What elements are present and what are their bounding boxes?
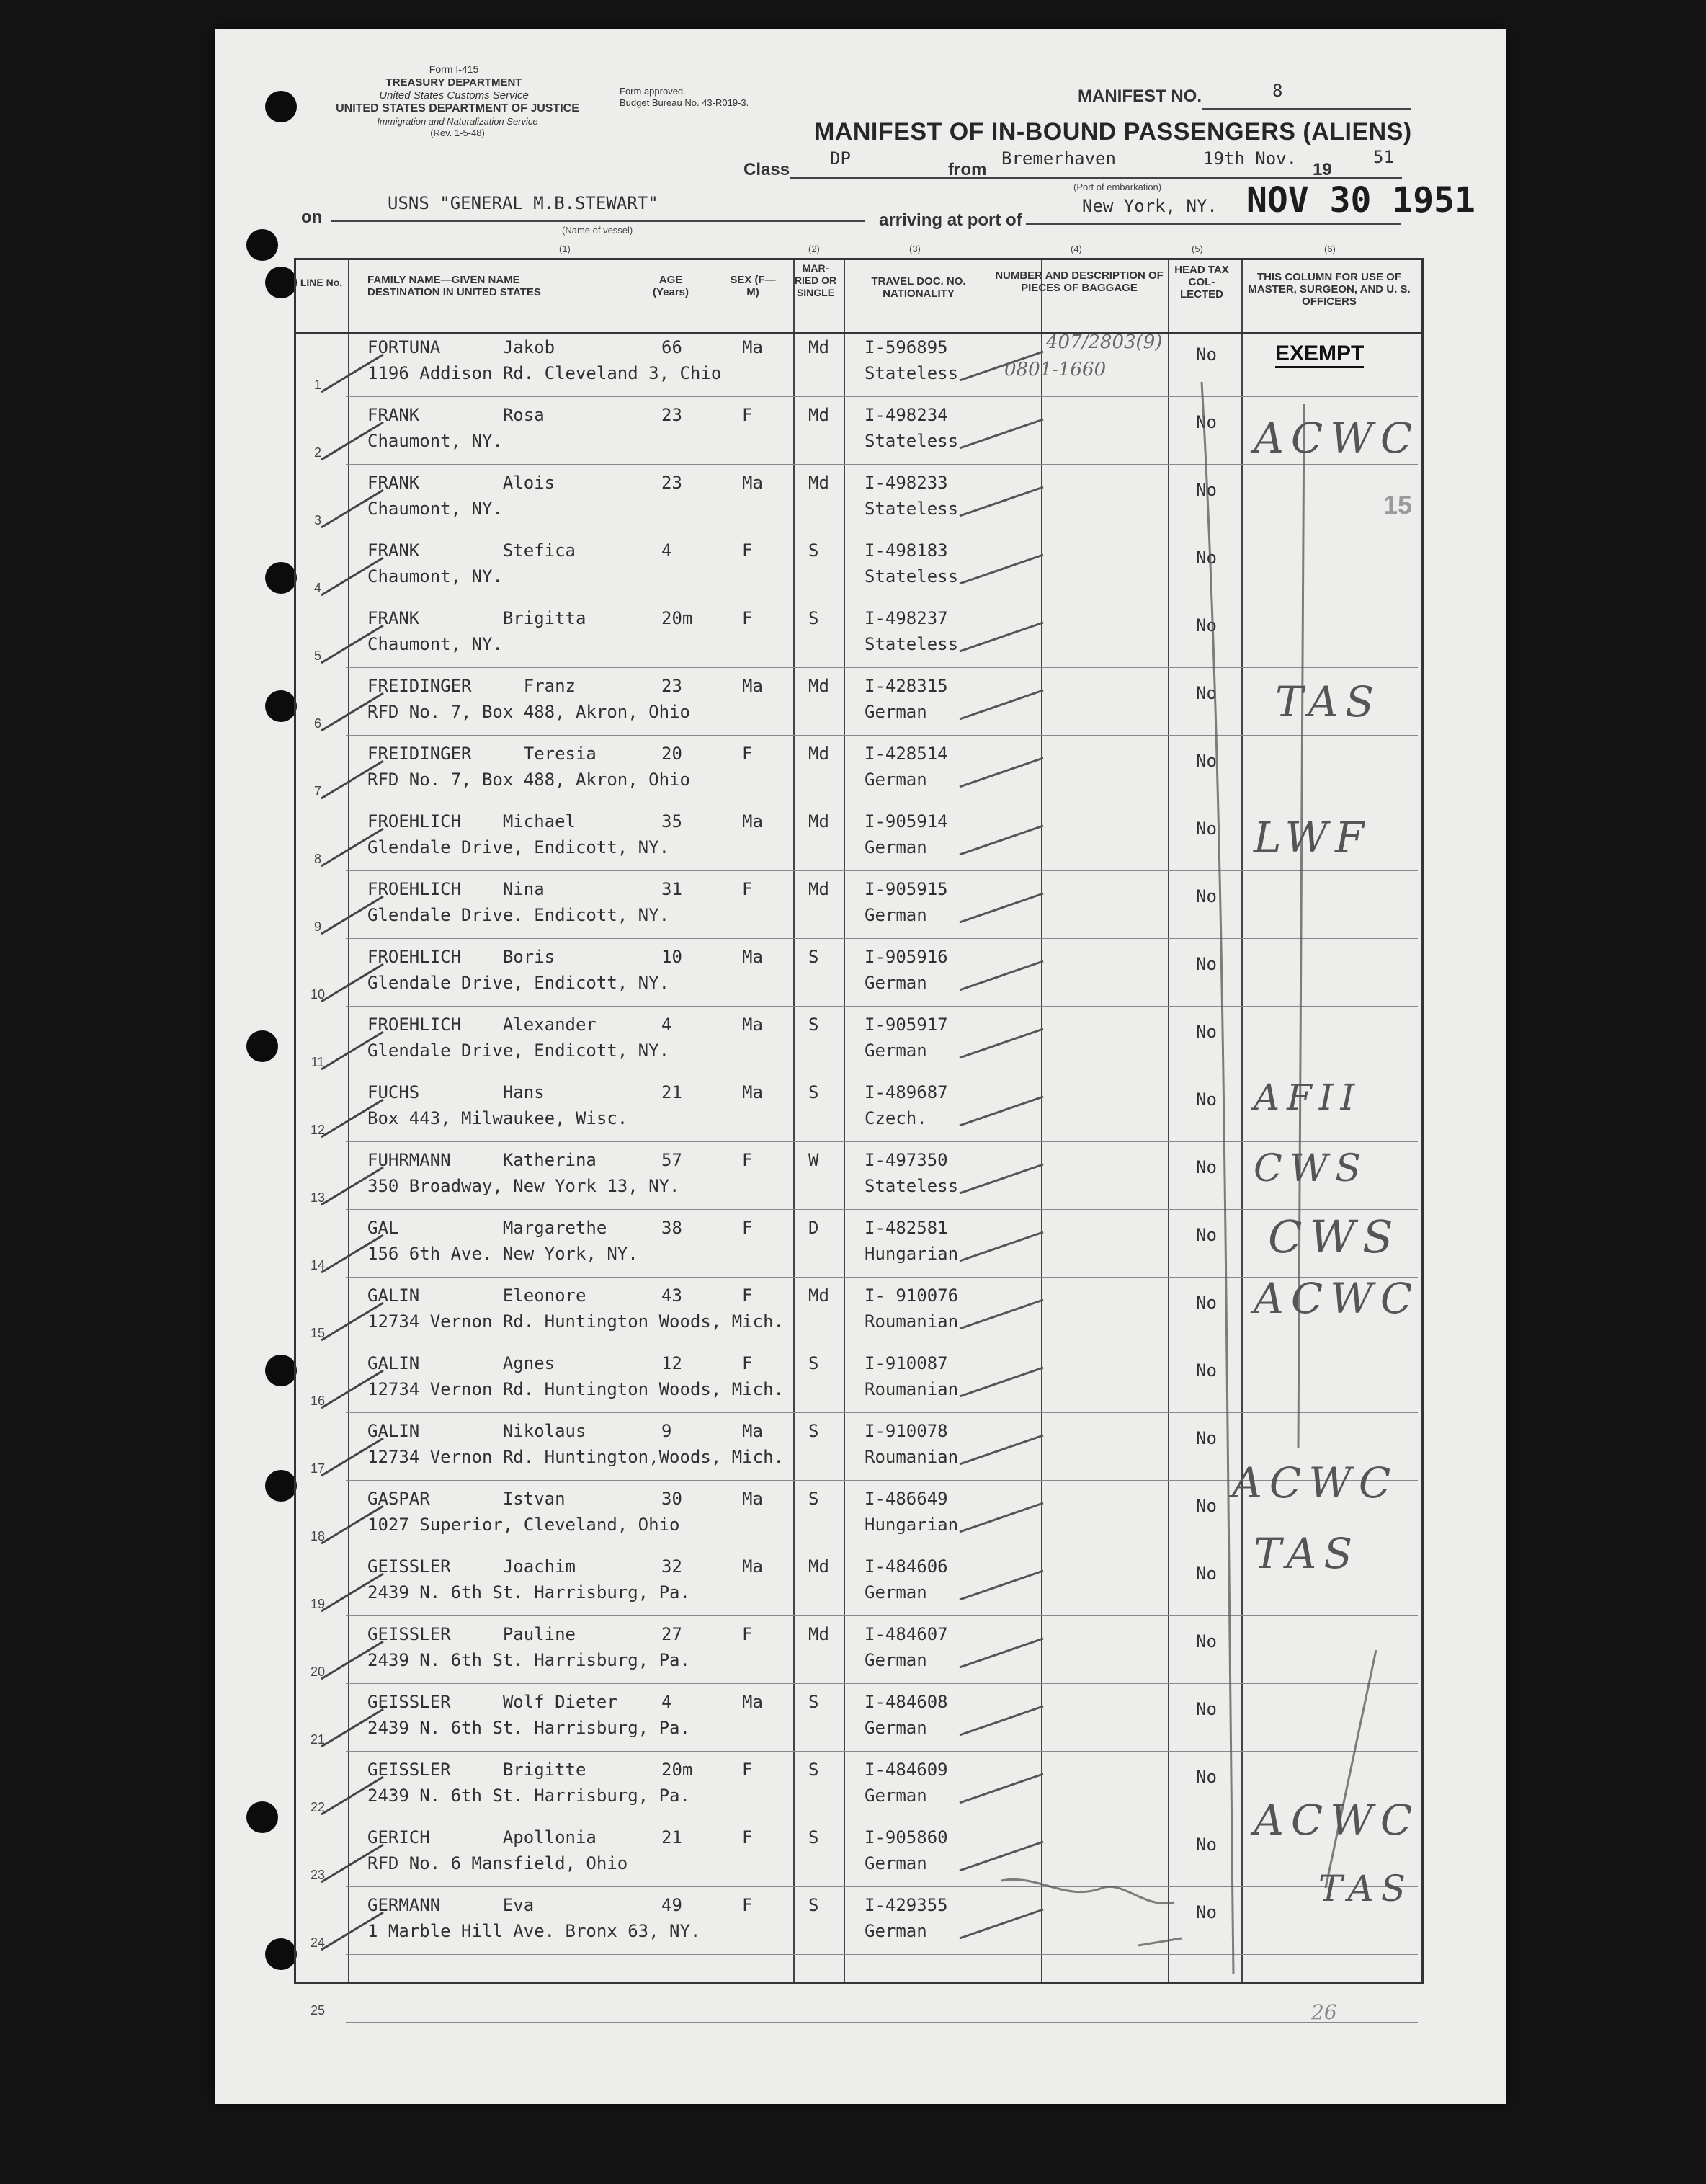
col-header-officers: THIS COLUMN FOR USE OF MASTER, SURGEON, AND U. S. OFFICERS (1248, 271, 1411, 308)
row-head-tax: No (1196, 1089, 1217, 1110)
form-approved: Form approved. (620, 86, 686, 97)
row-family-given-name: GEISSLER Brigitte (367, 1760, 586, 1780)
row-sex: Ma (742, 473, 763, 493)
row-sex: Ma (742, 1421, 763, 1441)
row-head-tax: No (1196, 1902, 1217, 1922)
row-head-tax: No (1196, 683, 1217, 703)
port-embarkation-label: (Port of embarkation) (1073, 182, 1162, 192)
row-sex: F (742, 1624, 753, 1644)
inspector-signature (1001, 1879, 1174, 1903)
row-head-tax: No (1196, 819, 1217, 839)
row-head-tax: No (1196, 344, 1217, 365)
col-num-1: (1) (559, 244, 571, 254)
officer-mark-18: ACWC (1232, 1458, 1398, 1507)
row-destination: 1196 Addison Rd. Cleveland 3, Chio (367, 363, 722, 383)
row-age: 4 (661, 1692, 672, 1712)
vessel-label: (Name of vessel) (562, 225, 633, 236)
row-head-tax: No (1196, 1428, 1217, 1448)
row-destination: 1027 Superior, Cleveland, Ohio (367, 1515, 680, 1535)
row-marital-status: D (808, 1218, 819, 1238)
row-head-tax: No (1196, 480, 1217, 500)
row-nationality: Roumanian (865, 1447, 959, 1467)
vessel-name: USNS "GENERAL M.B.STEWART" (388, 193, 658, 213)
row-head-tax: No (1196, 1293, 1217, 1313)
signature-underline (1138, 1938, 1182, 1945)
col-num-3: (3) (909, 244, 921, 254)
row-head-tax: No (1196, 1835, 1217, 1855)
row-line-number: 4 (313, 581, 321, 595)
row-line-number: 10 (310, 987, 326, 1002)
row-nationality: Hungarian (865, 1244, 959, 1264)
row-line-number: 12 (310, 1123, 326, 1137)
row-marital-status: Md (808, 337, 829, 357)
row-marital-status: Md (808, 811, 829, 832)
row-age: 35 (661, 811, 682, 832)
row-age: 23 (661, 405, 682, 425)
row-marital-status: Md (808, 1285, 829, 1306)
row-marital-status: S (808, 608, 819, 628)
row-nationality: German (865, 1853, 927, 1873)
class-label: Class (743, 160, 790, 179)
row-sex: F (742, 405, 753, 425)
row-head-tax: No (1196, 1496, 1217, 1516)
col-num-4: (4) (1071, 244, 1082, 254)
row-destination: RFD No. 7, Box 488, Akron, Ohio (367, 770, 690, 790)
row-marital-status: Md (808, 1556, 829, 1577)
exempt-stamp: EXEMPT (1275, 342, 1364, 368)
baggage-note-2: 0801-1660 (1004, 359, 1107, 380)
row-family-given-name: GERMANN Eva (367, 1895, 535, 1915)
row-family-given-name: GALIN Eleonore (367, 1285, 586, 1306)
row-line-number: 23 (310, 1868, 326, 1882)
row-travel-doc: I-482581 (865, 1218, 948, 1238)
manifest-title: MANIFEST OF IN-BOUND PASSENGERS (ALIENS) (814, 118, 1412, 146)
row-family-given-name: FROEHLICH Alexander (367, 1015, 597, 1035)
row-destination: Chaumont, NY. (367, 566, 503, 587)
officer-mark-8: LWF (1254, 813, 1372, 862)
col-header-travel: TRAVEL DOC. NO. NATIONALITY (871, 275, 966, 300)
row-sex: Ma (742, 1692, 763, 1712)
row-line-number: 8 (313, 852, 321, 866)
row-travel-doc: I-486649 (865, 1489, 948, 1509)
row-sex: Ma (742, 1082, 763, 1102)
row-age: 23 (661, 473, 682, 493)
row-age: 49 (661, 1895, 682, 1915)
row-family-given-name: FORTUNA Jakob (367, 337, 555, 357)
row-nationality: German (865, 1786, 927, 1806)
row-destination: 12734 Vernon Rd. Huntington,Woods, Mich. (367, 1447, 784, 1467)
col-header-name: FAMILY NAME—GIVEN NAME DESTINATION IN UNITED STATES (367, 274, 541, 298)
row-destination: 2439 N. 6th St. Harrisburg, Pa. (367, 1650, 690, 1670)
row-family-given-name: GALIN Nikolaus (367, 1421, 586, 1441)
col-num-2: (2) (808, 244, 820, 254)
row-travel-doc: I-905916 (865, 947, 948, 967)
row-family-given-name: GEISSLER Pauline (367, 1624, 576, 1644)
row-age: 4 (661, 540, 672, 561)
row-nationality: Hungarian (865, 1515, 959, 1535)
row-nationality: German (865, 1040, 927, 1061)
row-sex: Ma (742, 676, 763, 696)
row-family-given-name: FUHRMANN Katherina (367, 1150, 597, 1170)
row-line-number: 20 (310, 1664, 326, 1679)
row-destination: Glendale Drive, Endicott, NY. (367, 973, 670, 993)
row-head-tax: No (1196, 548, 1217, 568)
row-destination: Glendale Drive. Endicott, NY. (367, 905, 670, 925)
row-age: 20 (661, 744, 682, 764)
ins-service: Immigration and Naturalization Service (377, 116, 538, 127)
arriving-label: arriving at port of (879, 210, 1022, 230)
row-nationality: German (865, 905, 927, 925)
row-travel-doc: I-497350 (865, 1150, 948, 1170)
row-destination: 2439 N. 6th St. Harrisburg, Pa. (367, 1582, 690, 1603)
row-family-given-name: FRANK Alois (367, 473, 555, 493)
row-family-given-name: GALIN Agnes (367, 1353, 555, 1373)
row-destination: Chaumont, NY. (367, 634, 503, 654)
row-line-number: 25 (310, 2003, 326, 2018)
baggage-note-1: 407/2803(9) (1046, 331, 1163, 353)
row-sex: Ma (742, 1015, 763, 1035)
row-line-number: 15 (310, 1326, 326, 1340)
row-nationality: Stateless (865, 363, 959, 383)
row-marital-status: Md (808, 676, 829, 696)
customs-service: United States Customs Service (379, 89, 529, 102)
row-family-given-name: FUCHS Hans (367, 1082, 545, 1102)
row-travel-doc: I-498183 (865, 540, 948, 561)
officer-mark-24: TAS (1318, 1868, 1413, 1909)
manifest-no: 8 (1272, 81, 1283, 101)
row-line-number: 7 (313, 784, 321, 798)
row-sex: Ma (742, 337, 763, 357)
row-destination: 1 Marble Hill Ave. Bronx 63, NY. (367, 1921, 701, 1941)
row-sex: Ma (742, 947, 763, 967)
col-header-age: AGE (Years) (652, 274, 689, 298)
row-destination: Chaumont, NY. (367, 499, 503, 519)
row-family-given-name: FROEHLICH Michael (367, 811, 576, 832)
row-nationality: German (865, 837, 927, 857)
officer-mark-13: CWS (1254, 1147, 1368, 1190)
col-num-6: (6) (1324, 244, 1336, 254)
row-marital-status: Md (808, 405, 829, 425)
row-line-number: 14 (310, 1258, 326, 1272)
officer-check-line-2 (1326, 1650, 1376, 1888)
row-head-tax: No (1196, 412, 1217, 432)
col-header-line: LINE No. (300, 277, 343, 288)
row-destination: 12734 Vernon Rd. Huntington Woods, Mich. (367, 1379, 784, 1399)
row-nationality: Stateless (865, 566, 959, 587)
footer-mark: 26 (1311, 2000, 1337, 2024)
row-travel-doc: I-484606 (865, 1556, 948, 1577)
row-destination: 12734 Vernon Rd. Huntington Woods, Mich. (367, 1311, 784, 1332)
row-age: 21 (661, 1827, 682, 1848)
row-age: 20m (661, 608, 693, 628)
year-value: 51 (1373, 147, 1394, 167)
row-travel-doc: I-484608 (865, 1692, 948, 1712)
officer-mark-23: ACWC (1254, 1796, 1420, 1845)
row-age: 23 (661, 676, 682, 696)
row-marital-status: S (808, 1489, 819, 1509)
row-line-number: 1 (313, 378, 321, 392)
row-nationality: German (865, 1921, 927, 1941)
row-marital-status: S (808, 1082, 819, 1102)
row-head-tax: No (1196, 1767, 1217, 1787)
col-header-head-tax: HEAD TAX COL- LECTED (1174, 264, 1229, 300)
row-age: 4 (661, 1015, 672, 1035)
row-travel-doc: I-498233 (865, 473, 948, 493)
row-sex: F (742, 1353, 753, 1373)
form-id: Form I-415 (429, 63, 479, 75)
row-travel-doc: I-489687 (865, 1082, 948, 1102)
row-nationality: Stateless (865, 1176, 959, 1196)
row-family-given-name: FREIDINGER Franz (367, 676, 576, 696)
row-nationality: German (865, 973, 927, 993)
row-nationality: German (865, 702, 927, 722)
row-destination: 350 Broadway, New York 13, NY. (367, 1176, 680, 1196)
row-marital-status: Md (808, 473, 829, 493)
row-age: 30 (661, 1489, 682, 1509)
year-prefix: 19 (1313, 160, 1332, 179)
row-line-number: 22 (310, 1800, 326, 1814)
row-destination: RFD No. 6 Mansfield, Ohio (367, 1853, 628, 1873)
row-travel-doc: I-905917 (865, 1015, 948, 1035)
col-header-married: MAR- RIED OR SINGLE (794, 262, 837, 298)
row-sex: F (742, 879, 753, 899)
row-age: 57 (661, 1150, 682, 1170)
row-age: 9 (661, 1421, 672, 1441)
row-travel-doc: I-905860 (865, 1827, 948, 1848)
row-travel-doc: I- 910076 (865, 1285, 959, 1306)
row-head-tax: No (1196, 751, 1217, 771)
head-tax-check-line (1202, 382, 1233, 1974)
row-line-number: 2 (313, 445, 321, 460)
officer-check-line (1298, 404, 1304, 1448)
row-travel-doc: I-910087 (865, 1353, 948, 1373)
row-line-number: 18 (310, 1529, 326, 1543)
row-line-number: 19 (310, 1597, 326, 1611)
row-nationality: Roumanian (865, 1311, 959, 1332)
row-head-tax: No (1196, 615, 1217, 636)
treasury-department: TREASURY DEPARTMENT (385, 76, 522, 89)
row-sex: F (742, 1218, 753, 1238)
row-sex: F (742, 608, 753, 628)
row-marital-status: S (808, 1353, 819, 1373)
officer-mark-19: TAS (1254, 1529, 1360, 1578)
row-nationality: German (865, 1650, 927, 1670)
row-line-number: 5 (313, 648, 321, 663)
row-family-given-name: GAL Margarethe (367, 1218, 607, 1238)
row-destination: 156 6th Ave. New York, NY. (367, 1244, 638, 1264)
row-age: 38 (661, 1218, 682, 1238)
officer-mark-3: 15 (1383, 490, 1413, 520)
row-travel-doc: I-429355 (865, 1895, 948, 1915)
col-header-sex: SEX (F—M) (730, 274, 776, 298)
on-label: on (301, 208, 323, 227)
from-label: from (948, 160, 987, 179)
row-travel-doc: I-484607 (865, 1624, 948, 1644)
manifest-no-label: MANIFEST NO. (1078, 86, 1202, 106)
row-nationality: German (865, 1582, 927, 1603)
row-sex: F (742, 1285, 753, 1306)
row-destination: 2439 N. 6th St. Harrisburg, Pa. (367, 1718, 690, 1738)
officer-mark-6: TAS (1275, 677, 1382, 726)
row-marital-status: S (808, 1760, 819, 1780)
row-marital-status: S (808, 1895, 819, 1915)
row-destination: Chaumont, NY. (367, 431, 503, 451)
row-age: 10 (661, 947, 682, 967)
row-travel-doc: I-905915 (865, 879, 948, 899)
row-family-given-name: GEISSLER Joachim (367, 1556, 576, 1577)
arrival-port: New York, NY. (1082, 196, 1218, 216)
department-of-justice: UNITED STATES DEPARTMENT OF JUSTICE (336, 102, 579, 115)
row-nationality: German (865, 1718, 927, 1738)
row-destination: 2439 N. 6th St. Harrisburg, Pa. (367, 1786, 690, 1806)
row-marital-status: S (808, 1827, 819, 1848)
row-sex: F (742, 540, 753, 561)
row-marital-status: S (808, 1015, 819, 1035)
col-header-baggage: NUMBER AND DESCRIPTION OF PIECES OF BAGGAGE (995, 269, 1164, 294)
class-value: DP (830, 148, 851, 169)
revision: (Rev. 1-5-48) (430, 128, 485, 138)
row-travel-doc: I-498234 (865, 405, 948, 425)
row-travel-doc: I-428514 (865, 744, 948, 764)
row-nationality: Stateless (865, 431, 959, 451)
row-travel-doc: I-905914 (865, 811, 948, 832)
row-family-given-name: GEISSLER Wolf Dieter (367, 1692, 617, 1712)
row-head-tax: No (1196, 1631, 1217, 1652)
row-travel-doc: I-596895 (865, 337, 948, 357)
row-destination: Glendale Drive, Endicott, NY. (367, 837, 670, 857)
sailing-date: 19th Nov. (1203, 148, 1298, 169)
row-nationality: Stateless (865, 634, 959, 654)
budget-bureau: Budget Bureau No. 43-R019-3. (620, 97, 749, 108)
row-family-given-name: GERICH Apollonia (367, 1827, 597, 1848)
row-destination: RFD No. 7, Box 488, Akron, Ohio (367, 702, 690, 722)
row-sex: Ma (742, 1556, 763, 1577)
officer-mark-15: ACWC (1254, 1274, 1420, 1323)
row-family-given-name: GASPAR Istvan (367, 1489, 566, 1509)
row-travel-doc: I-484609 (865, 1760, 948, 1780)
row-head-tax: No (1196, 1360, 1217, 1381)
officer-mark-12: AFII (1254, 1077, 1362, 1118)
row-line-number: 24 (310, 1935, 326, 1950)
row-marital-status: Md (808, 879, 829, 899)
row-travel-doc: I-498237 (865, 608, 948, 628)
row-sex: F (742, 1827, 753, 1848)
row-age: 12 (661, 1353, 682, 1373)
row-destination: Box 443, Milwaukee, Wisc. (367, 1108, 628, 1128)
row-travel-doc: I-910078 (865, 1421, 948, 1441)
arrival-date-stamp: NOV 30 1951 (1246, 180, 1475, 220)
row-line-number: 3 (313, 513, 321, 527)
row-family-given-name: FRANK Stefica (367, 540, 576, 561)
row-line-number: 16 (310, 1394, 326, 1408)
row-nationality: Czech. (865, 1108, 927, 1128)
row-head-tax: No (1196, 1225, 1217, 1245)
row-head-tax: No (1196, 1564, 1217, 1584)
row-line-number: 11 (311, 1055, 325, 1069)
row-head-tax: No (1196, 954, 1217, 974)
col-num-5: (5) (1192, 244, 1203, 254)
row-age: 20m (661, 1760, 693, 1780)
row-sex: F (742, 1150, 753, 1170)
row-marital-status: Md (808, 1624, 829, 1644)
row-sex: F (742, 1895, 753, 1915)
row-head-tax: No (1196, 1699, 1217, 1719)
row-marital-status: Md (808, 744, 829, 764)
row-nationality: Roumanian (865, 1379, 959, 1399)
row-nationality: German (865, 770, 927, 790)
row-destination: Glendale Drive, Endicott, NY. (367, 1040, 670, 1061)
row-family-given-name: FREIDINGER Teresia (367, 744, 597, 764)
row-line-number: 21 (310, 1732, 326, 1747)
row-family-given-name: FRANK Rosa (367, 405, 545, 425)
from-value: Bremerhaven (1001, 148, 1116, 169)
row-line-number: 9 (313, 919, 321, 934)
row-marital-status: W (808, 1150, 819, 1170)
row-marital-status: S (808, 1692, 819, 1712)
row-nationality: Stateless (865, 499, 959, 519)
row-marital-status: S (808, 1421, 819, 1441)
officer-mark-2: ACWC (1254, 414, 1420, 463)
row-head-tax: No (1196, 1022, 1217, 1042)
row-marital-status: S (808, 947, 819, 967)
row-line-number: 17 (310, 1461, 326, 1476)
row-age: 31 (661, 879, 682, 899)
row-age: 27 (661, 1624, 682, 1644)
row-head-tax: No (1196, 886, 1217, 906)
row-line-number: 13 (310, 1190, 326, 1205)
row-head-tax: No (1196, 1157, 1217, 1177)
row-family-given-name: FRANK Brigitta (367, 608, 586, 628)
row-sex: F (742, 1760, 753, 1780)
row-sex: Ma (742, 1489, 763, 1509)
row-travel-doc: I-428315 (865, 676, 948, 696)
row-age: 21 (661, 1082, 682, 1102)
row-family-given-name: FROEHLICH Nina (367, 879, 545, 899)
row-age: 43 (661, 1285, 682, 1306)
row-marital-status: S (808, 540, 819, 561)
row-sex: F (742, 744, 753, 764)
row-family-given-name: FROEHLICH Boris (367, 947, 555, 967)
officer-mark-14: CWS (1268, 1211, 1401, 1263)
row-line-number: 6 (313, 716, 321, 731)
row-sex: Ma (742, 811, 763, 832)
row-age: 32 (661, 1556, 682, 1577)
row-age: 66 (661, 337, 682, 357)
